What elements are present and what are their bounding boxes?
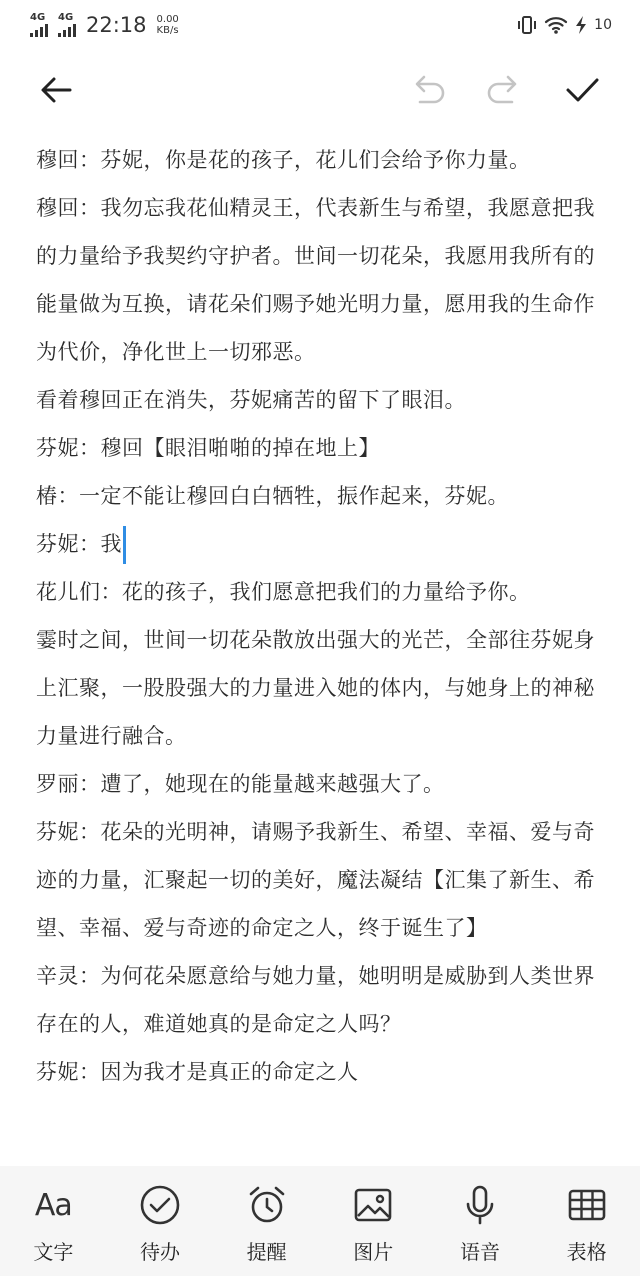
undo-icon — [408, 72, 448, 108]
voice-button[interactable] — [435, 1184, 525, 1265]
text-cursor — [123, 526, 126, 564]
wifi-icon — [544, 15, 568, 35]
paragraph[interactable]: 芬妮：因为我才是真正的命定之人 — [36, 1060, 359, 1084]
editor-toolbar — [0, 58, 640, 122]
signal-bars-icon — [58, 23, 76, 37]
sim1-label: 4G — [30, 12, 46, 23]
paragraph[interactable]: 椿：一定不能让穆回白白牺牲，振作起来，芬妮。 — [36, 484, 509, 508]
battery-level: 10 — [594, 17, 612, 33]
status-right — [516, 14, 612, 36]
paragraph[interactable]: 辛灵：为何花朵愿意给与她力量，她明明是威胁到人类世界存在的人，难道她真的是命定之人吗？ — [36, 964, 595, 1036]
sim2-label: 4G — [58, 12, 74, 23]
vibrate-icon — [516, 14, 538, 36]
paragraph[interactable]: 霎时之间，世间一切花朵散放出强大的光芒，全部往芬妮身上汇聚，一股股强大的力量进入她的体内，与她身上的神秘力量进行融合。 — [36, 628, 595, 748]
image-icon — [352, 1184, 394, 1226]
status-bar — [0, 0, 640, 50]
alarm-clock-icon — [246, 1184, 288, 1226]
redo-button[interactable] — [482, 68, 526, 112]
done-button[interactable] — [560, 68, 604, 112]
paragraph[interactable]: 罗丽：遭了，她现在的能量越来越强大了。 — [36, 772, 445, 796]
paragraph[interactable]: 芬妮：花朵的光明神，请赐予我新生、希望、幸福、爱与奇迹的力量，汇聚起一切的美好，魔法凝结【汇集了新生、希望、幸福、爱与奇迹的命定之人，终于诞生了】 — [36, 820, 595, 940]
table-button[interactable] — [542, 1184, 632, 1265]
todo-label: 待办 — [139, 1240, 180, 1264]
status-left — [30, 13, 179, 37]
paragraph[interactable]: 看着穆回正在消失，芬妮痛苦的留下了眼泪。 — [36, 388, 466, 412]
signal-bars-icon — [30, 23, 48, 37]
sim2-signal — [58, 13, 76, 37]
image-button[interactable] — [328, 1184, 418, 1265]
paragraph-text[interactable]: 芬妮：我 — [36, 532, 122, 556]
todo-button[interactable] — [115, 1184, 205, 1265]
paragraph[interactable]: 花儿们：花的孩子，我们愿意把我们的力量给予你。 — [36, 580, 531, 604]
undo-button[interactable] — [406, 68, 450, 112]
network-speed — [157, 14, 179, 36]
check-icon — [563, 72, 601, 108]
speed-value: 0.00 — [156, 14, 179, 25]
text-format-button[interactable] — [8, 1184, 98, 1265]
text-format-icon: Aa — [34, 1187, 72, 1223]
checkbox-circle-icon — [139, 1184, 181, 1226]
reminder-button[interactable] — [222, 1184, 312, 1265]
paragraph[interactable]: 穆回：我勿忘我花仙精灵王，代表新生与希望，我愿意把我的力量给予我契约守护者。世间一切花朵，我愿用我所有的能量做为互换，请花朵们赐予她光明力量，愿用我的生命作为代价，净化世上一切邪恶。 — [36, 196, 595, 364]
speed-unit: KB/s — [156, 25, 179, 36]
reminder-label: 提醒 — [246, 1240, 287, 1264]
bottom-toolbar — [0, 1166, 640, 1276]
paragraph-with-cursor[interactable] — [36, 520, 606, 568]
image-label: 图片 — [353, 1240, 394, 1264]
microphone-icon — [459, 1184, 501, 1226]
paragraph[interactable]: 穆回：芬妮，你是花的孩子，花儿们会给予你力量。 — [36, 148, 531, 172]
voice-label: 语音 — [459, 1240, 500, 1264]
table-icon — [566, 1184, 608, 1226]
note-editor[interactable] — [36, 136, 606, 1166]
sim1-signal — [30, 13, 48, 37]
table-label: 表格 — [566, 1240, 607, 1264]
paragraph[interactable]: 芬妮：穆回【眼泪啪啪的掉在地上】 — [36, 436, 380, 460]
clock: 22:18 — [86, 13, 147, 37]
redo-icon — [484, 72, 524, 108]
back-arrow-icon — [38, 72, 74, 108]
charging-icon — [574, 15, 588, 35]
text-format-label: 文字 — [33, 1240, 74, 1264]
back-button[interactable] — [34, 68, 78, 112]
